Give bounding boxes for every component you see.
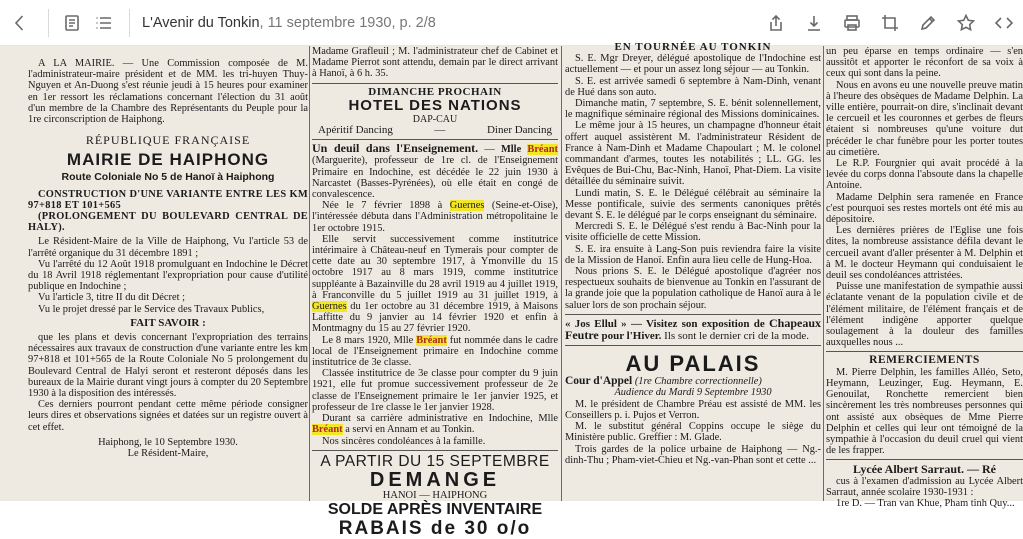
deuil-p2a: Née le 7 février 1898 à xyxy=(322,200,443,212)
paragraph: Le Résident-Maire de la Ville de Haiphong, Vu l'article 53 de l'arrêté organique du 31 décembre 1891 ; xyxy=(28,236,308,259)
ad-dash: — xyxy=(434,124,446,137)
paragraph: Madame Delphin sera ramenée en France c'est pourquoi ses restes mortels ont été mis au dépositoire. xyxy=(826,191,1023,226)
deuil-p1: (Marguerite), professeur de 1re cl. de l'Enseignement Primaire en Indochine, est décédée le 22 juin 1930 à Narcastet (Basses-Pyrénées), où elle était en congé de convalescence. xyxy=(312,155,558,201)
column-2: Madame Grafleuil ; M. l'administrateur chef de Cabinet et Madame Pierrot sont attendu, demain par le direct arrivant à Hanoï, à 6 h. 35. DIMANCHE PROCHAIN HOTEL DES NATIONS DAP-CAU Apéritif Dancing — Diner Dancing Un deuil dans l'Enseignement. — Mlle Bréant (Marguerite), professeur de 1re cl. de l'Enseignement Primaire en Indochine, est décédée le 22 juin 1930 à Narcastet (Basses-Pyrénées), où elle était en congé de convalescence. Née le 7 février 1898 à Guernes (Seine-et-Oise), l'intéressée débuta dans l'Administration métropolitaine le 1er octobre 1915. Elle servit successivement comme institutrice intérimaire à Château-neuf en Tymerais pour compter de cette date au 30 septembre 1917, à Ymonville du 15 octobre 1917 au 8 mars 1919, comme institutrice suppléante à Bazainville du 28 avril 1919 au 4 juillet 1919, à Franconville du 5 juillet 1919 au 31 juillet 1919, à Guernes du 1er octobre au 31 décembre 1919, à Maisons Laffitte du 9 janvier au 14 février 1920 et enfin à Montmagny du 15 au 27 février 1920. Le 8 mars 1920, Mlle Bréant fut nommée dans le cadre local de l'Enseignement primaire en Indochine comme institutrice de 3e classe. Classée institutrice de 3e classe pour compter du 9 juin 1921, elle fut promue successivement professeur de 2e classe de l'Enseignement primaire le 1er janvier 1925, et professeur de 1re classe le 1er janvier 1928. Durant sa carrière administrative en Indochine, Mlle Bréant a servi en Annam et au Tonkin. Nos sincères condoléances à la famille. A PARTIR DU 15 SEPTEMBRE DEMANGE HANOI — HAIPHONG SOLDE APRÈS INVENTAIRE RABAIS de 30 o/o xyxy=(312,46,558,539)
paragraph: Nous prions S. E. le Délégué apostolique d'agréer nos respectueux souhaits de bienvenue au Tonkin en l'assurant de la grande joie que la population catholique de Hanoï aura à le saluer lors de son prochain séjour. xyxy=(565,266,821,311)
deuil-p7: Nos sincères condoléances à la famille. xyxy=(322,435,486,447)
paragraph: Le même jour à 15 heures, un champagne d'honneur était offert auquel assistèrent M. l'administrateur Résident de France à Nam-Dinh et Madame Chapoulart ; M. le colonel commandant d'armes, toutes les notabilités ; LL. GG. les Evêques de Bui-Chu, Bac-Ninh, Hanoï, Phat-Diem. La visite détaillée du séminaire suivit. xyxy=(565,120,821,188)
paragraph: S. E. Mgr Dreyer, délégué apostolique de l'Indochine est actuellement — et pour un assez long séjour — au Tonkin. xyxy=(565,53,821,76)
deuil-title: Un deuil dans l'Enseignement. xyxy=(312,141,479,156)
ad-right: Diner Dancing xyxy=(486,124,552,137)
cour-chambre: (1re Chambre correctionnelle) xyxy=(634,376,762,388)
page-view-icon[interactable] xyxy=(57,0,87,46)
column-rule xyxy=(561,46,562,501)
column-4 xyxy=(826,46,1023,509)
paragraph: Les dernières prières de l'Eglise une fois dites, la nombreuse assistance défila devant le cercueil avant d'aller présenter à M. Delphin et à M. le docteur Heymann qui conduisaient le deuil ses condoléances attristées. xyxy=(826,225,1023,282)
toolbar-divider xyxy=(129,9,130,37)
paragraph: Le R.P. Fourgnier qui avait procédé à la levée du corps donna l'absoute dans la chapelle Antoine. xyxy=(826,158,1023,192)
deuil-p3b: du 1er octobre au 31 décembre 1919, à Maisons Laffitte du 9 janvier au 14 février 1920 et enfin à Montmagny du 15 au 27 février 1920. xyxy=(312,301,558,335)
paragraph: M. Pierre Delphin, les familles Alléo, Seto, Heymann, Leuzinger, Eug. Heymann, E. Genouilat, Ronchette remercient bien sincèrement les très nombreuses personnes qui ont assisté aux obsèques de Mme Pierre Delphin et celles qui leur ont témoigné de la sympathie à l'occasion du deuil cruel qui vient de les frapper. xyxy=(826,366,1023,457)
prolongement-line: (PROLONGEMENT DU BOULEVARD CENTRAL DE HALY). xyxy=(28,211,308,234)
ad-line xyxy=(312,125,558,136)
column-3 xyxy=(565,41,821,501)
ad-hotel: HOTEL DES NATIONS xyxy=(348,96,522,114)
highlight-breant: Bréant xyxy=(527,144,558,156)
jos-ellul-c: pour l'Hiver. xyxy=(601,330,662,343)
paragraph: un peu éparse en temps ordinaire — s'en aussitôt et apporter le réconfort de sa voix à ceux qui sont dans la peine. xyxy=(826,46,1023,80)
audience-line: Audience du Mardi 9 Septembre 1930 xyxy=(614,387,772,399)
deuil-p4b: fut nommée dans le cadre local de l'Enseignement primaire en Indochine comme institutrice de 3e classe. xyxy=(312,334,558,369)
download-icon[interactable] xyxy=(795,0,833,46)
tournee-heading: EN TOURNÉE AU TONKIN xyxy=(614,41,772,53)
star-icon[interactable] xyxy=(947,0,985,46)
pencil-icon[interactable] xyxy=(909,0,947,46)
top-text: Madame Grafleuil ; M. l'administrateur chef de Cabinet et Madame Pierrot sont attendu, demain par le direct arrivant à Hanoï, à 6 h. 35. xyxy=(312,46,558,80)
paragraph: Dimanche matin, 7 septembre, S. E. bénit solennellement, le magnifique séminaire régional des Missions dominicaines. xyxy=(565,98,821,121)
ad-header: DIMANCHE PROCHAIN xyxy=(368,85,502,98)
jos-ellul-b: Chapeaux Feutre xyxy=(565,315,821,343)
viewer-toolbar xyxy=(0,0,1023,46)
paragraph: S. E. ira ensuite à Lang-Son puis reviendra faire la visite de la Mission de Hanoï. Enfin aura lieu celle de Hung-Hoa. xyxy=(565,243,821,266)
column-rule xyxy=(823,46,824,501)
deuil-p5: Classée institutrice de 3e classe pour compter du 9 juin 1921, elle fut promue successivement professeur de 2e classe de l'Enseignement primaire le 1er janvier 1925, et professeur de 1re classe le 1er janvier 1928. xyxy=(312,368,558,413)
paragraph: Lundi matin, S. E. le Délégué célébrait au séminaire la Messe pontificale, suivie des serments canoniques prêtés devant S. E. le délégué par le corps enseignant du séminaire. xyxy=(565,187,821,222)
chevron-left-icon[interactable] xyxy=(0,0,40,46)
ad-place: DAP-CAU xyxy=(412,113,458,125)
divider xyxy=(826,351,1023,352)
ad-hanoi-haiphong: HANOI — HAIPHONG xyxy=(382,489,488,501)
route-line: Route Coloniale No 5 de Hanoï à Haiphong xyxy=(61,171,275,184)
highlight-breant: Bréant xyxy=(416,334,447,346)
list-icon[interactable] xyxy=(87,0,121,46)
toolbar-actions xyxy=(757,0,1023,46)
deuil-p6a: Durant sa carrière administrative en Indochine, Mlle xyxy=(322,413,558,425)
paragraph: Puisse une manifestation de sympathie aussi éclatante venant de la population civile et de l'élément militaire, de l'élément français et de l'élément indigène apporter quelque soulagement à la douleur des familles auxquelles nous ... xyxy=(826,281,1023,349)
divider xyxy=(312,83,558,84)
palais-heading: AU PALAIS xyxy=(625,351,761,377)
paragraph: cus à l'examen d'admission au Lycée Albert Sarraut, année scolaire 1930-1931 : xyxy=(826,475,1023,498)
document-title-name: L'Avenir du Tonkin xyxy=(142,14,260,31)
paragraph: Vu l'arrêté du 12 Août 1918 promulguant en Indochine le Décret du 18 Avril 1918 réglementant l'expropriation pour cause d'utilité publique en Indochine ; xyxy=(28,258,308,293)
paragraph: Nous en avons eu une nouvelle preuve matin à l'heure des obsèques de Madame Delphin. La ville entière, pourrait-on dire, s'inclinait devant le cercueil et les couronnes et gerbes de fleurs étaient si nombreuses qu'une voiture dut précéder le char funèbre pour les porter toutes au cimetière. xyxy=(826,79,1023,158)
divider xyxy=(312,139,558,140)
paragraph: M. le président de Chambre Préau est assisté de MM. les Conseillers p. i. Pujos et Verron. xyxy=(565,398,821,421)
paragraph: Trois gardes de la police urbaine de Haiphong — Ng.-dinh-Thu ; Pham-viet-Chieu et Ng.-van-Phan sont et cette ... xyxy=(565,443,821,466)
construction-line: CONSTRUCTION D'UNE VARIANTE ENTRE LES KM 97+818 ET 101+565 xyxy=(28,188,308,211)
column-rule xyxy=(309,46,310,501)
divider xyxy=(565,314,821,315)
paragraph: Vu le projet dressé par le Service des Travaux Publics, xyxy=(38,303,265,315)
paragraph: 1re D. — Tran van Khue, Pham tinh Quy... xyxy=(836,497,1015,509)
highlight-guernes: Guernes xyxy=(449,200,485,212)
toolbar-divider xyxy=(48,9,49,37)
signature-role: Le Résident-Maire, xyxy=(127,448,209,460)
column-1 xyxy=(28,46,308,501)
divider xyxy=(312,450,558,451)
mairie-notice: A LA MAIRIE. — Une Commission composée de M. l'administrateur-maire président et de MM. les tri-huyen Thuy-Nguyen et An-Duong s'est réunie jeudi à 15 heures pour examiner en 1er ressort les réclamations concernant l'élection du 31 août d'un membre de la Chambre des Représentants du Peuple pour la 1re circonscription de Haiphong. xyxy=(28,58,308,126)
cour-appel: Cour d'Appel xyxy=(565,375,633,388)
highlight-breant: Bréant xyxy=(312,424,343,436)
highlight-guernes: Guernes xyxy=(312,301,347,313)
share-icon[interactable] xyxy=(757,0,795,46)
code-icon[interactable] xyxy=(985,0,1023,46)
paragraph: Ces derniers pourront pendant cette même période consigner leurs dires et observations signées et datées sur un registre ouvert à cet effet. xyxy=(28,399,308,433)
deuil-p4a: Le 8 mars 1920, Mlle xyxy=(322,334,414,346)
divider xyxy=(565,345,821,346)
crop-icon[interactable] xyxy=(871,0,909,46)
fait-savoir-heading: FAIT SAVOIR : xyxy=(130,316,206,329)
deuil-p6b: a servi en Annam et au Tonkin. xyxy=(345,424,475,436)
ad-demange: DEMANGE xyxy=(369,468,501,491)
newspaper-page xyxy=(0,41,1023,539)
remerciements-heading: REMERCIEMENTS xyxy=(869,354,980,367)
paragraph: que les plans et devis concernant l'expropriation des terrains nécessaires aux travaux de construction d'une variante entre les km 97+818 et 101+565 de la Route Coloniale No 5 prolongement du Boulevard Central de Halyi seront et resteront déposés dans les bureaux de la Mairie durant vingt jours à compter du 20 Septembre 1930 à la disposition des intéressés. xyxy=(28,332,308,400)
divider xyxy=(826,459,1023,460)
jos-ellul-d: Ils sont le dernier cri de la mode. xyxy=(664,330,809,343)
print-icon[interactable] xyxy=(833,0,871,46)
republique-heading: RÉPUBLIQUE FRANÇAISE xyxy=(85,133,251,148)
lycee-heading: Lycée Albert Sarraut. — Ré xyxy=(853,462,996,477)
document-title xyxy=(142,15,436,31)
paragraph: M. le substitut général Coppins occupe le siège du Ministère public. Greffier : M. Glade. xyxy=(565,421,821,444)
ad-solde: SOLDE APRÈS INVENTAIRE xyxy=(327,500,543,518)
paragraph: S. E. est arrivée samedi 6 septembre à Nam-Dinh, venant de Hué dans son auto. xyxy=(565,75,821,98)
deuil-p3a: Elle servit successivement comme institutrice intérimaire à Château-neuf en Tymerais pour compter de cette date au 30 septembre 1917, à Ymonville du 15 octobre 1917 au 8 mars 1919, comme institutrice suppléante à Bazainville du 28 avril 1919 au 4 juillet 1919, à Franconville du 5 juillet 1919 au 31 juillet 1919, à xyxy=(312,233,558,301)
paragraph: Vu l'article 3, titre II du dit Décret ; xyxy=(38,292,185,304)
ad-apart: A PARTIR DU 15 SEPTEMBRE xyxy=(320,452,550,470)
signature-date: Haiphong, le 10 Septembre 1930. xyxy=(98,436,238,448)
deuil-intro: Mlle xyxy=(500,144,522,156)
paragraph: Mercredi S. E. le Délégué s'est rendu à Bac-Ninh pour la visite officielle de cette Mission. xyxy=(565,221,821,244)
mairie-title: MAIRIE DE HAIPHONG xyxy=(66,150,270,170)
deuil-p2b: (Seine-et-Oise), l'intéressée débuta dans l'Administration métropolitaine le 1er octobre 1915. xyxy=(312,200,558,234)
ad-left: Apéritif Dancing xyxy=(318,124,393,137)
document-title-subtitle: , 11 septembre 1930, p. 2/8 xyxy=(259,14,436,31)
ad-rabais: RABAIS de 30 o/o xyxy=(338,517,532,539)
jos-ellul-a: « Jos Ellul » — Visitez son exposition de xyxy=(565,317,765,330)
